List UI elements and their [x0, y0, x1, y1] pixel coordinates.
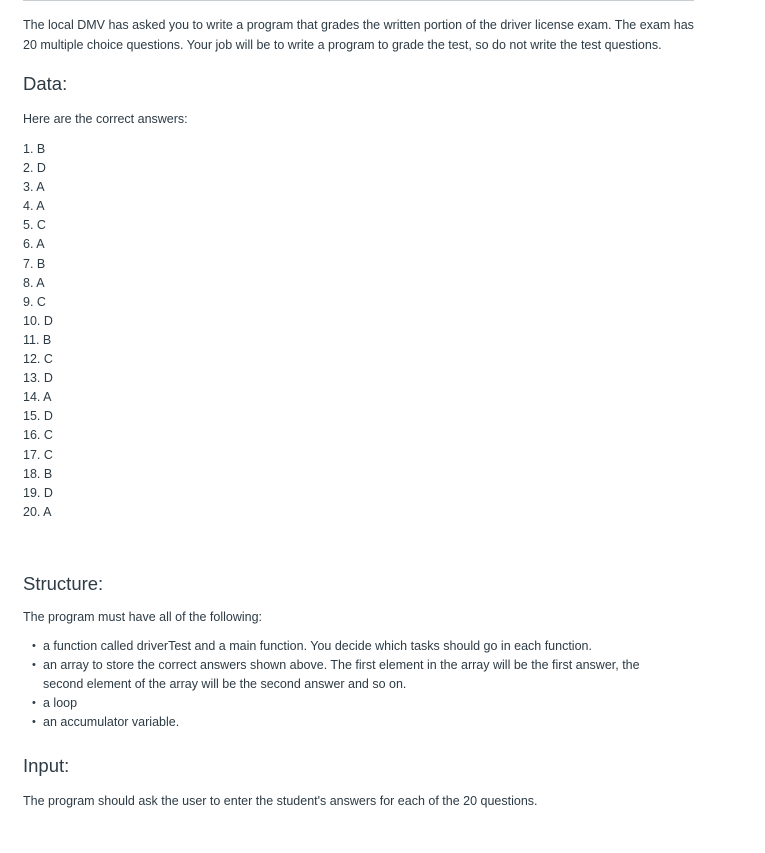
answer-item: 17. C — [23, 447, 53, 462]
answer-item: 8. A — [23, 275, 45, 290]
list-item — [32, 694, 703, 713]
answer-item: 10. D — [23, 313, 53, 328]
requirement-text: a function called driverTest and a main function. You decide which tasks should go in each function. — [43, 638, 592, 653]
bullet-icon: • — [32, 639, 36, 652]
input-text: The program should ask the user to enter the student's answers for each of the 20 questions. — [23, 793, 538, 808]
answer-item: 16. C — [23, 428, 53, 443]
data-heading: Data: — [23, 73, 68, 94]
list-item — [32, 713, 703, 732]
answer-item: 9. C — [23, 294, 46, 309]
answer-item: 13. D — [23, 371, 53, 386]
structure-heading: Structure: — [23, 572, 104, 594]
answer-item: 19. D — [23, 485, 53, 500]
list-item — [32, 656, 703, 694]
input-heading: Input: — [23, 754, 70, 776]
answer-item: 7. B — [23, 256, 46, 271]
answer-item: 14. A — [23, 390, 52, 405]
requirement-text: an array to store the correct answers shown above. The first element in the array will be the first answer, the second element of the array will be the second answer and so on. — [43, 657, 640, 691]
bullet-icon: • — [32, 696, 36, 709]
answer-item: 15. D — [23, 409, 53, 424]
answer-item: 3. A — [23, 180, 45, 195]
answer-item: 1. B — [23, 142, 46, 156]
bullet-icon: • — [32, 658, 36, 671]
answer-item: 5. C — [23, 218, 46, 233]
top-divider — [23, 0, 694, 1]
structure-intro: The program must have all of the following: — [23, 609, 263, 624]
answer-item: 2. D — [23, 161, 46, 176]
data-intro: Here are the correct answers: — [23, 112, 188, 126]
requirements-list — [23, 637, 703, 732]
answer-item: 20. A — [23, 504, 52, 519]
answer-item: 6. A — [23, 237, 45, 252]
requirement-text: a loop — [43, 695, 78, 710]
intro-paragraph: The local DMV has asked you to write a program that grades the written portion of the driver license exam. The exam has 20 multiple choice questions. Your job will be to write a program to grade the test, so do not write the test questions. — [23, 18, 694, 52]
answer-key-list — [23, 140, 703, 522]
answer-item: 12. C — [23, 352, 53, 367]
answer-item: 11. B — [23, 332, 52, 347]
requirement-text: an accumulator variable. — [43, 714, 180, 729]
answer-item: 18. B — [23, 466, 53, 481]
answer-item: 4. A — [23, 199, 45, 214]
assignment-content — [23, 16, 703, 811]
bullet-icon: • — [32, 715, 36, 728]
list-item — [32, 637, 703, 656]
